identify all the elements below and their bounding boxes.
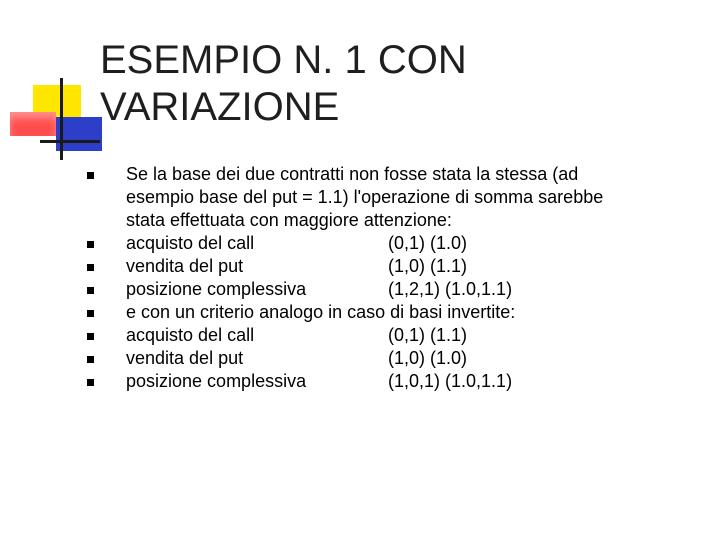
logo-vertical-line	[60, 78, 63, 160]
intro-line-1: Se la base dei due contratti non fosse stata la stessa (ad	[126, 164, 579, 184]
slide-logo	[0, 0, 110, 170]
list-item-row	[126, 255, 603, 278]
intro-line-2: esempio base del put = 1.1) l'operazione di somma sarebbe	[126, 187, 604, 207]
row-label: acquisto del call	[126, 233, 255, 253]
list-item-row	[126, 232, 603, 255]
bullet-icon	[87, 333, 94, 340]
row-label: posizione complessiva	[126, 371, 307, 391]
row-label: vendita del put	[126, 256, 244, 276]
row-value: (1,0,1) (1.0,1.1)	[388, 371, 513, 391]
bullet-list	[126, 163, 603, 393]
row-value: (0,1) (1.1)	[388, 325, 468, 345]
row-label: posizione complessiva	[126, 279, 307, 299]
slide-title-line-2: VARIAZIONE	[100, 85, 340, 129]
middle-text: e con un criterio analogo in caso di basi invertite:	[126, 302, 516, 322]
row-value: (1,0) (1.0)	[388, 348, 468, 368]
slide-title-line-1: ESEMPIO N. 1 CON	[100, 38, 467, 82]
bullet-icon	[87, 379, 94, 386]
list-item-row	[126, 324, 603, 347]
row-label: acquisto del call	[126, 325, 255, 345]
bullet-icon	[87, 264, 94, 271]
row-value: (1,0) (1.1)	[388, 256, 468, 276]
row-value: (0,1) (1.0)	[388, 233, 468, 253]
list-item-row	[126, 347, 603, 370]
intro-line-3: stata effettuata con maggiore attenzione:	[126, 210, 452, 230]
list-item-intro	[126, 163, 603, 232]
bullet-icon	[87, 241, 94, 248]
row-label: vendita del put	[126, 348, 244, 368]
intro-text	[126, 163, 603, 232]
row-value: (1,2,1) (1.0,1.1)	[388, 279, 513, 299]
bullet-icon	[87, 310, 94, 317]
logo-horizontal-line	[40, 140, 100, 143]
list-item-row	[126, 370, 603, 393]
logo-red-square	[10, 112, 56, 136]
bullet-icon	[87, 356, 94, 363]
bullet-icon	[87, 287, 94, 294]
list-item-row	[126, 278, 603, 301]
slide-title	[100, 37, 700, 131]
list-item-middle	[126, 301, 603, 324]
bullet-icon	[87, 172, 94, 179]
